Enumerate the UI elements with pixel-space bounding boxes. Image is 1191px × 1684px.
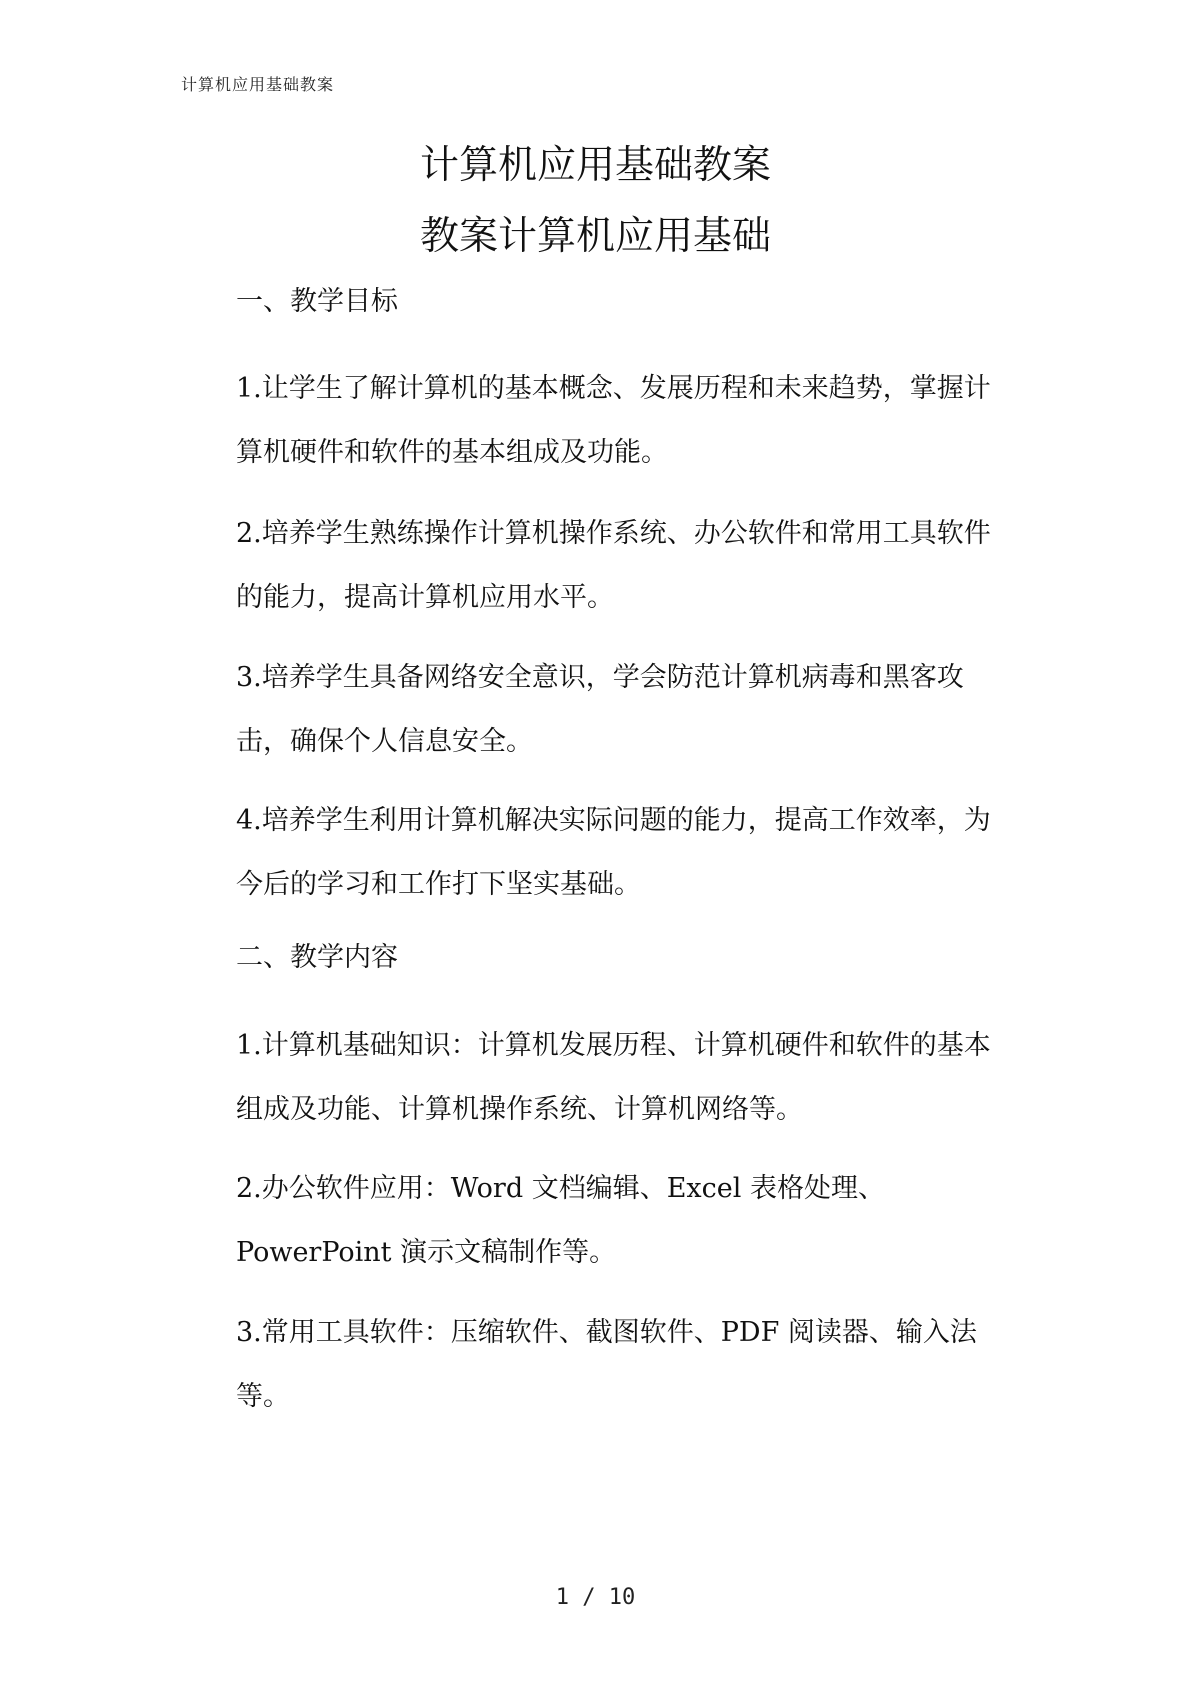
paragraph-text: 1.让学生了解计算机的基本概念、发展历程和未来趋势，掌握计算机硬件和软件的基本组成及功能。 [236,373,991,468]
paragraph-text: 3.常用工具软件：压缩软件、截图软件、PDF 阅读器、输入法等。 [236,1317,977,1412]
paragraph-text: 4.培养学生利用计算机解决实际问题的能力，提高工作效率，为今后的学习和工作打下坚实基础。 [236,805,991,900]
paragraph-text: 3.培养学生具备网络安全意识，学会防范计算机病毒和黑客攻击，确保个人信息安全。 [236,662,964,757]
section-heading-label: 二、教学内容 [236,942,398,973]
document-title: 计算机应用基础教案 [419,143,771,188]
page-number: 1 / 10 [555,1585,636,1610]
running-header: 计算机应用基础教案 [181,75,335,94]
paragraph-text: 1.计算机基础知识：计算机发展历程、计算机硬件和软件的基本组成及功能、计算机操作系统、计算机网络等。 [236,1030,991,1125]
paragraph [181,357,1011,485]
paragraph-text: 2.培养学生熟练操作计算机操作系统、办公软件和常用工具软件的能力，提高计算机应用水平。 [236,518,991,613]
paragraph-text: 2.办公软件应用：Word 文档编辑、Excel 表格处理、PowerPoint 演示文稿制作等。 [236,1173,885,1268]
paragraph [181,502,1011,630]
paragraph [181,1301,1011,1429]
section-heading-objectives [181,270,1011,334]
section-heading-content [181,926,1011,990]
paragraph [181,789,1011,917]
paragraph [181,646,1011,774]
document-subtitle: 教案计算机应用基础 [419,214,771,259]
section-heading-label: 一、教学目标 [236,286,398,317]
paragraph [181,1014,1011,1142]
paragraph [181,1157,1011,1285]
